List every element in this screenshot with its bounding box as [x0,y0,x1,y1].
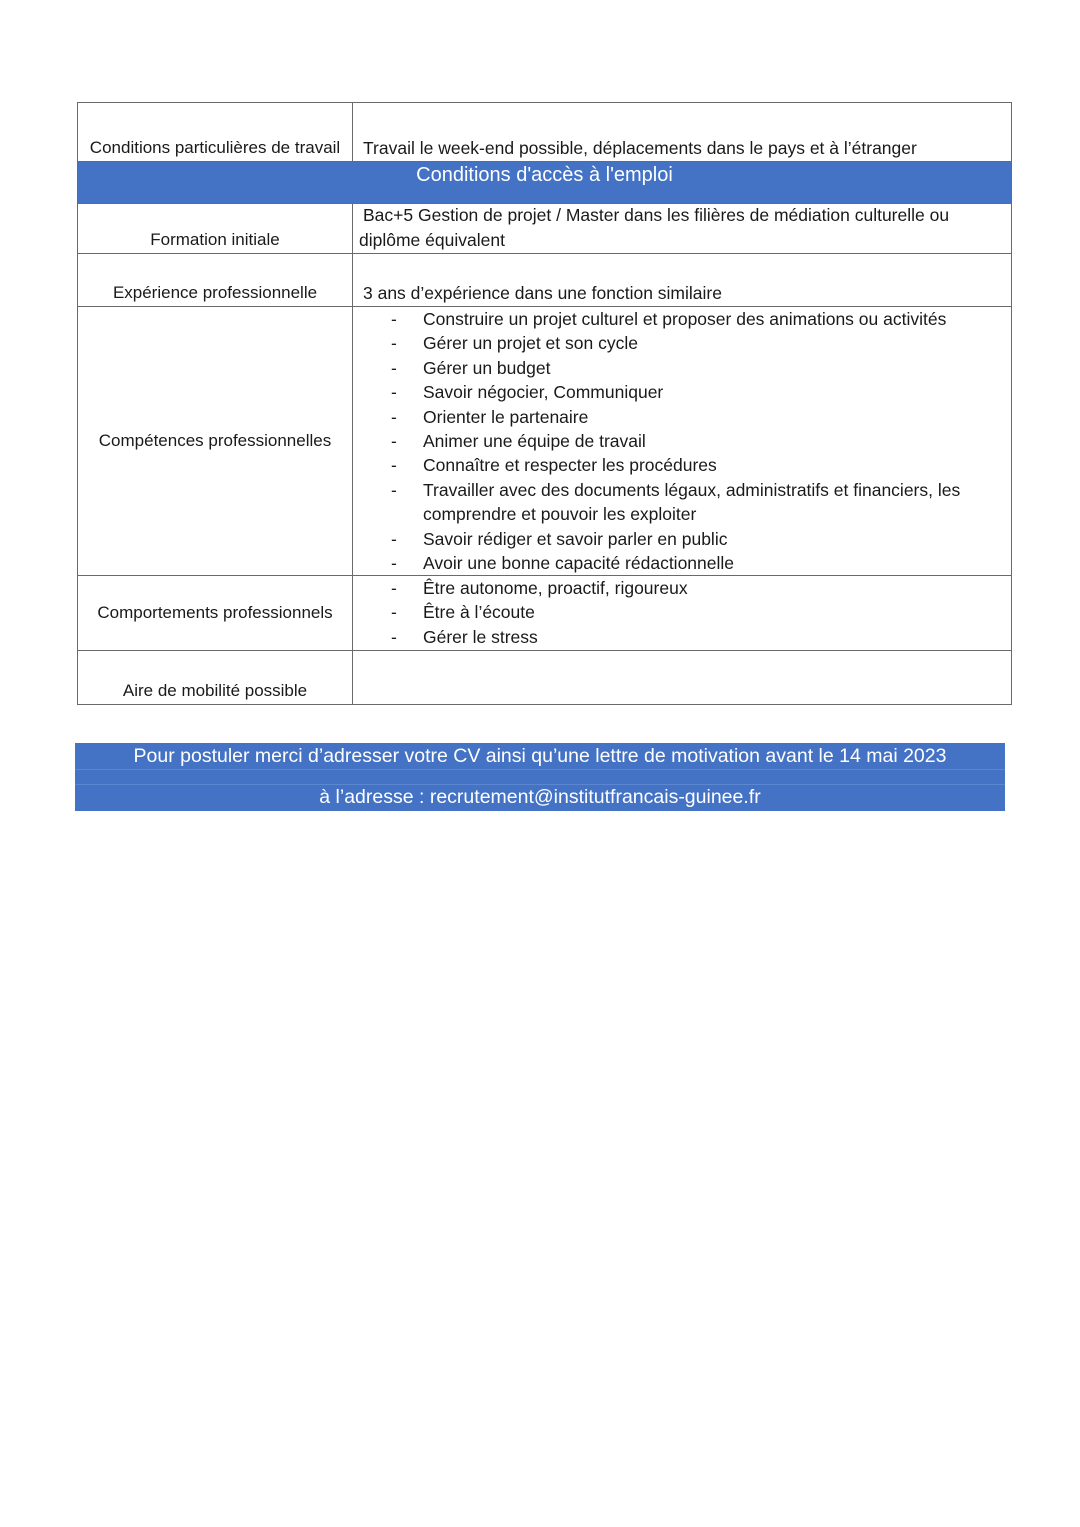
competences-list [361,307,1003,575]
bullet-dash: - [391,553,397,574]
application-banner [75,743,1005,811]
list-item-text: Travailler avec des documents légaux, administratifs et financiers, les comprendre et pouvoir les exploiter [423,479,961,525]
row-experience [78,254,1011,307]
row-value [353,204,1011,253]
list-item-text: Construire un projet culturel et proposer des animations ou activités [423,309,947,329]
list-item [361,429,1003,453]
row-conditions-particulieres [78,103,1011,162]
bullet-dash: - [391,309,397,329]
list-item [361,600,1003,624]
bullet-dash: - [391,406,397,427]
list-item-text: Avoir une bonne capacité rédactionnelle [423,553,735,574]
email-link[interactable]: recrutement@institutfrancais-guinee.fr [429,786,761,808]
bullet-dash: - [391,479,397,500]
row-label: Formation initiale [78,204,353,253]
list-item-text: Être autonome, proactif, rigoureux [423,578,688,598]
list-item-text: Gérer un projet et son cycle [423,333,638,354]
bullet-dash: - [391,431,397,452]
list-item-text: Orienter le partenaire [423,406,589,427]
row-value [353,651,1011,704]
application-instructions: Pour postuler merci d’adresser votre CV ainsi qu’une lettre de motivation avant le 14 mai 2023 [133,745,947,767]
row-value-text: Travail le week-end possible, déplacements dans le pays et à l’étranger [363,137,917,158]
row-formation-initiale [78,204,1011,254]
bullet-dash: - [391,357,397,378]
list-item [361,331,1003,355]
bullet-dash: - [391,578,397,598]
row-value-text: Bac+5 Gestion de projet / Master dans les filières de médiation culturelle ou diplôme équivalent [359,205,950,250]
row-comportements [78,576,1011,651]
address-prefix: à l’adresse : [319,786,430,808]
list-item-text: Être à l’écoute [423,602,535,623]
bullet-dash: - [391,602,397,623]
row-label: Aire de mobilité possible [78,651,353,704]
list-item-text: Connaître et respecter les procédures [423,455,717,476]
list-item [361,453,1003,477]
row-label: Comportements professionnels [78,576,353,650]
row-value [353,254,1011,306]
row-value-text: 3 ans d’expérience dans une fonction similaire [363,282,722,303]
row-label: Compétences professionnelles [78,307,353,575]
list-item [361,380,1003,404]
list-item-text: Gérer le stress [423,626,538,647]
row-competences [78,307,1011,576]
section-header: Conditions d'accès à l'emploi [78,162,1011,204]
bullet-dash: - [391,455,397,476]
bullet-dash: - [391,528,397,549]
bullet-dash: - [391,626,397,647]
comportements-list [361,576,1003,649]
list-item [361,576,1003,600]
list-item-text: Animer une équipe de travail [423,431,646,452]
bullet-dash: - [391,333,397,354]
list-item [361,405,1003,429]
list-item [361,527,1003,551]
job-conditions-table [77,102,1012,705]
list-item-text: Gérer un budget [423,357,551,378]
list-item [361,551,1003,575]
row-label: Expérience professionnelle [78,254,353,306]
row-mobilite [78,651,1011,704]
application-address [75,784,1005,811]
row-label: Conditions particulières de travail [78,103,353,161]
list-item-text: Savoir rédiger et savoir parler en public [423,528,728,549]
list-item [361,307,1003,331]
bullet-dash: - [391,382,397,403]
list-item [361,625,1003,649]
row-value [353,576,1011,650]
row-value [353,103,1011,161]
list-item [361,356,1003,380]
row-value [353,307,1011,575]
list-item [361,478,1003,527]
divider [75,769,1005,784]
list-item-text: Savoir négocier, Communiquer [423,382,664,403]
